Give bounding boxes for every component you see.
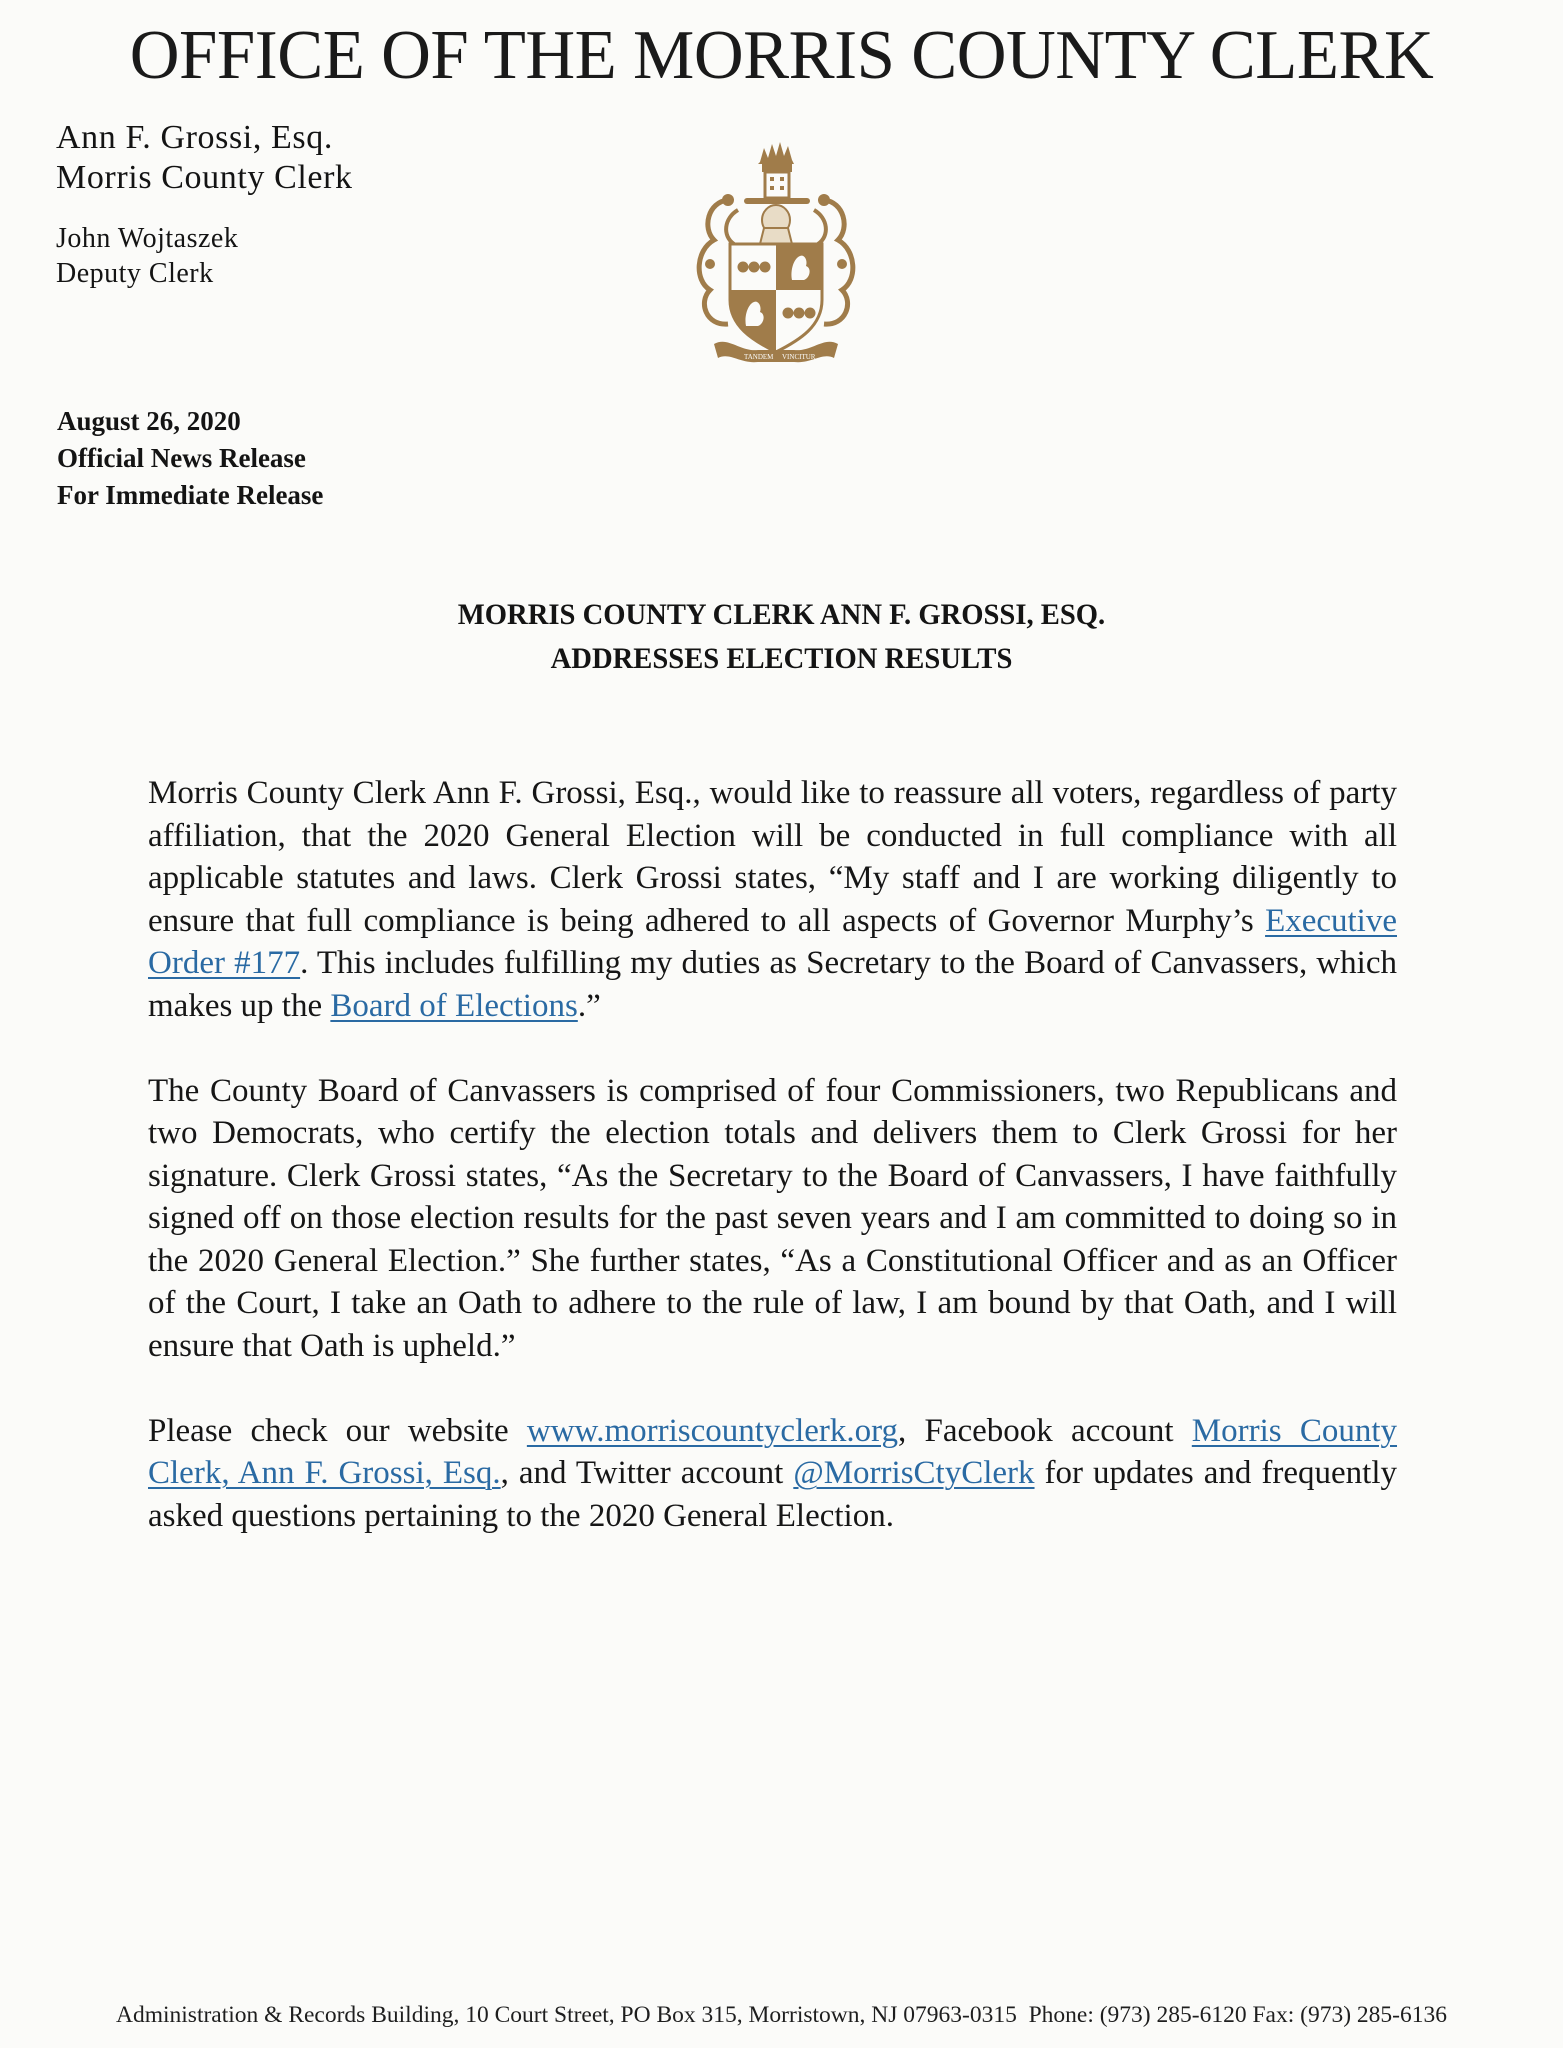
article-body: [148, 772, 1397, 1580]
clerk-title: Morris County Clerk: [56, 159, 353, 196]
motto-right: VINCITUR: [782, 353, 816, 361]
release-date: August 26, 2020: [57, 406, 241, 436]
headline-line-2: ADDRESSES ELECTION RESULTS: [550, 643, 1013, 675]
footer-address: Administration & Records Building, 10 Court Street, PO Box 315, Morristown, NJ 07963-0315: [116, 2002, 1017, 2028]
paragraph-1-text-c: .”: [577, 987, 601, 1024]
paragraph-1-text-a: Morris County Clerk Ann F. Grossi, Esq., would like to reassure all voters, regardless of party affiliation, that the 2020 General Election will be conducted in full compliance with all applicable statutes and laws. Clerk Grossi states, “My staff and I are working diligently to ensure that full compliance is being adhered to all aspects of Governor Murphy’s: [148, 775, 1397, 939]
paragraph-3-text-b: , Facebook account: [898, 1412, 1192, 1449]
clerk-name: Ann F. Grossi, Esq.: [56, 119, 333, 156]
headline: [23, 593, 1539, 681]
release-type: Official News Release: [57, 443, 306, 473]
release-timing: For Immediate Release: [57, 480, 324, 510]
footer-phone: Phone: (973) 285-6120: [1028, 2002, 1247, 2028]
coat-of-arms-icon: [688, 140, 864, 366]
board-of-elections-link[interactable]: Board of Elections: [330, 987, 578, 1024]
release-info: [57, 403, 323, 514]
headline-line-1: MORRIS COUNTY CLERK ANN F. GROSSI, ESQ.: [457, 599, 1106, 631]
deputy-name: John Wojtaszek: [56, 223, 239, 254]
paragraph-3: [148, 1410, 1397, 1538]
twitter-link[interactable]: @MorrisCtyClerk: [793, 1455, 1035, 1491]
motto-left: TANDEM: [744, 353, 774, 361]
facebook-link[interactable]: Morris County Clerk, Ann F. Grossi, Esq.: [148, 1412, 1398, 1491]
deputy-title: Deputy Clerk: [56, 258, 214, 289]
executive-order-link[interactable]: Executive Order #177: [148, 902, 1397, 981]
paragraph-2: The County Board of Canvassers is comprised of four Commissioners, two Republicans and two Democrats, who certify the election totals and delivers them to Clerk Grossi for her signature. Clerk Grossi states, “As the Secretary to the Board of Canvassers, I have faithfully signed off on those election results for the past seven years and I am committed to doing so in the 2020 General Election.” She further states, “As a Constitutional Officer and as an Officer of the Court, I take an Oath to adhere to the rule of law, I am bound by that Oath, and I will ensure that Oath is upheld.”: [148, 1072, 1397, 1364]
website-link[interactable]: www.morriscountyclerk.org: [526, 1412, 899, 1449]
office-title: OFFICE OF THE MORRIS COUNTY CLERK: [129, 17, 1434, 94]
footer-fax: Fax: (973) 285-6136: [1252, 2002, 1447, 2028]
officials-block: [56, 118, 353, 291]
footer-contact: [0, 1999, 1563, 2031]
paragraph-1: [148, 772, 1397, 1027]
paragraph-3-text-d: for updates and frequently asked questions pertaining to the 2020 General Election.: [148, 1455, 1397, 1534]
paragraph-3-text-a: Please check our website: [148, 1412, 527, 1449]
paragraph-3-text-c: , and Twitter account: [500, 1455, 794, 1491]
paragraph-1-text-b: . This includes fulfilling my duties as Secretary to the Board of Canvassers, which makes up the: [148, 945, 1397, 1024]
